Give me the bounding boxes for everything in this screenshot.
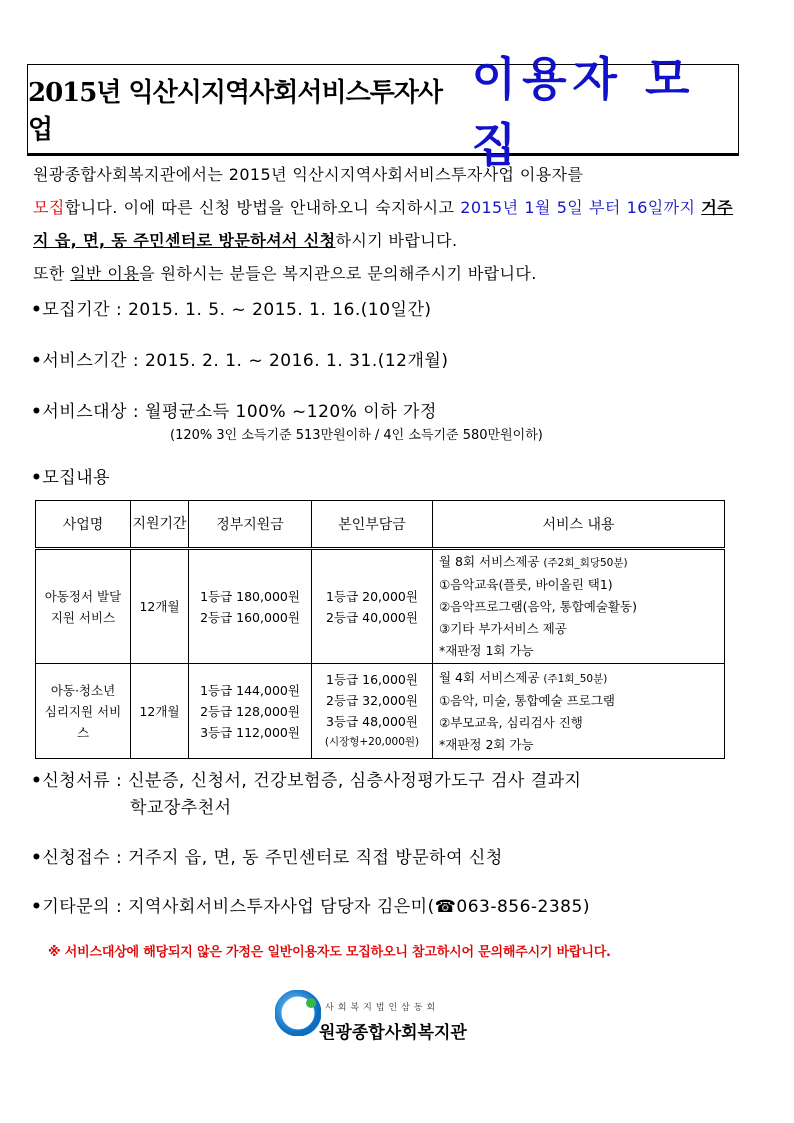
service-target: •서비스대상 : 월평균소득 100% ~120% 이하 가정 (31, 402, 437, 422)
row1-gov (189, 549, 312, 664)
recruit-period-text: 모집기간 : 2015. 1. 5. ~ 2015. 1. 16.(10일간) (42, 300, 432, 320)
intro-line-1: 원광종합사회복지관에서는 2015년 익산시지역사회서비스투자사업 이용자를 (33, 165, 584, 184)
intro-apply-where: 거주지 읍, 면, 동 주민센터로 방문하셔서 신청 (33, 198, 733, 250)
apply-docs: •신청서류 : 신분증, 신청서, 건강보험증, 심층사정평가도구 검사 결과지 (31, 771, 582, 791)
recruit-content: •모집내용 (31, 468, 111, 488)
row1-desc-4: *재판정 1회 가능 (439, 643, 534, 658)
row1-desc-2: ②음악프로그램(음악, 통합예술활동) (439, 599, 637, 614)
row1-desc-1: ①음악교육(플룻, 바이올린 택1) (439, 577, 613, 592)
intro-general-use: 일반 이용 (70, 264, 140, 283)
logo-ring-icon (275, 990, 321, 1036)
recruit-content-text: 모집내용 (42, 468, 111, 488)
logo-name: 원광종합사회복지관 (319, 1023, 467, 1043)
footer-note: ※ 서비스대상에 해당되지 않은 가정은 일반이용자도 모집하오니 참고하시어 문의해주시기 바랍니다. (48, 945, 611, 960)
org-logo (275, 988, 535, 1048)
intro-paragraph (33, 158, 733, 290)
recruit-period: •모집기간 : 2015. 1. 5. ~ 2015. 1. 16.(10일간) (31, 300, 432, 320)
row1-self-1: 1등급 20,000원 (326, 588, 418, 604)
apply-reception: •신청접수 : 거주지 읍, 면, 동 주민센터로 직접 방문하여 신청 (31, 848, 503, 868)
contact-info-text: 기타문의 : 지역사회서비스투자사업 담당자 김은미(☎063-856-2385) (42, 897, 590, 917)
row2-self (312, 664, 433, 759)
service-period-text: 서비스기간 : 2015. 2. 1. ~ 2016. 1. 31.(12개월) (42, 351, 449, 371)
intro-text-a: 합니다. 이에 따른 신청 방법을 안내하오니 숙지하시고 (64, 198, 461, 217)
row1-gov-2: 2등급 160,000원 (200, 609, 300, 625)
intro-text-e: 을 원하시는 분들은 복지관으로 문의해주시기 바랍니다. (139, 264, 537, 283)
service-period: •서비스기간 : 2015. 2. 1. ~ 2016. 1. 31.(12개월) (31, 351, 449, 371)
table-header-row (36, 501, 725, 549)
th-period: 지원기간 (131, 501, 189, 549)
intro-dates: 2015년 1월 5일 부터 16일까지 (460, 198, 696, 217)
row2-self-2: 2등급 32,000원 (326, 693, 418, 708)
row2-desc-1: ①음악, 미술, 통합예술 프로그램 (439, 692, 615, 708)
row1-desc-head-small: (주2회_회당50분) (543, 557, 628, 569)
row2-desc (433, 664, 725, 759)
row1-self (312, 549, 433, 664)
row1-desc-3: ③기타 부가서비스 제공 (439, 621, 567, 636)
title-accent: 이용자 모집 (471, 52, 696, 172)
row1-name-text: 아동정서 발달지원 서비스 (44, 588, 122, 625)
apply-reception-text: 신청접수 : 거주지 읍, 면, 동 주민센터로 직접 방문하여 신청 (42, 848, 503, 868)
row1-gov-1: 1등급 180,000원 (200, 588, 300, 604)
service-target-text: 서비스대상 : 월평균소득 100% ~120% 이하 가정 (42, 402, 437, 422)
apply-docs-text: 신청서류 : 신분증, 신청서, 건강보험증, 심층사정평가도구 검사 결과지 (42, 771, 582, 791)
row2-desc-head (439, 667, 723, 690)
table-row (36, 664, 725, 759)
row2-desc-head-small: (주1회_50분) (543, 672, 608, 685)
row2-desc-2: ②부모교육, 심리검사 진행 (439, 714, 583, 730)
row2-name (36, 664, 131, 759)
title-box (27, 52, 739, 172)
row2-gov-3: 3등급 112,000원 (200, 724, 300, 740)
row2-gov-2: 2등급 128,000원 (200, 703, 300, 719)
service-table (35, 500, 725, 759)
row2-self-note: (시장형+20,000원) (324, 736, 420, 748)
row2-self-3: 3등급 48,000원 (326, 714, 418, 729)
th-self: 본인부담금 (312, 501, 433, 549)
row1-desc-head-text: 월 8회 서비스제공 (439, 554, 544, 569)
row2-name-text: 아동·청소년 심리지원 서비스 (44, 682, 122, 740)
row2-period: 12개월 (131, 664, 189, 759)
row2-desc-head-text: 월 4회 서비스제공 (439, 669, 544, 685)
title-main: 2015년 익산시지역사회서비스투자사업 (28, 78, 443, 145)
target-income-note: (120% 3인 소득기준 513만원이하 / 4인 소득기준 580만원이하) (170, 428, 543, 443)
table-row (36, 549, 725, 664)
intro-text-d: 또한 (33, 264, 71, 283)
apply-docs-2: 학교장추천서 (130, 798, 232, 818)
row1-self-2: 2등급 40,000원 (326, 609, 418, 625)
row1-period: 12개월 (131, 549, 189, 664)
row1-name (36, 549, 131, 664)
contact-info: •기타문의 : 지역사회서비스투자사업 담당자 김은미(☎063-856-2385) (31, 897, 590, 917)
row2-desc-3: *재판정 2회 가능 (439, 736, 534, 752)
row1-desc (433, 549, 725, 664)
intro-recruit: 모집 (33, 198, 65, 217)
th-gov: 정부지원금 (189, 501, 312, 549)
row2-gov-1: 1등급 144,000원 (200, 682, 300, 698)
row2-self-1: 1등급 16,000원 (326, 672, 418, 687)
intro-text-c: 하시기 바랍니다. (335, 231, 458, 250)
row2-gov (189, 664, 312, 759)
th-name: 사업명 (36, 501, 131, 549)
row1-desc-head (439, 551, 723, 574)
logo-tagline: 사회복지법인삼동회 (325, 1003, 440, 1013)
th-desc: 서비스 내용 (433, 501, 725, 549)
